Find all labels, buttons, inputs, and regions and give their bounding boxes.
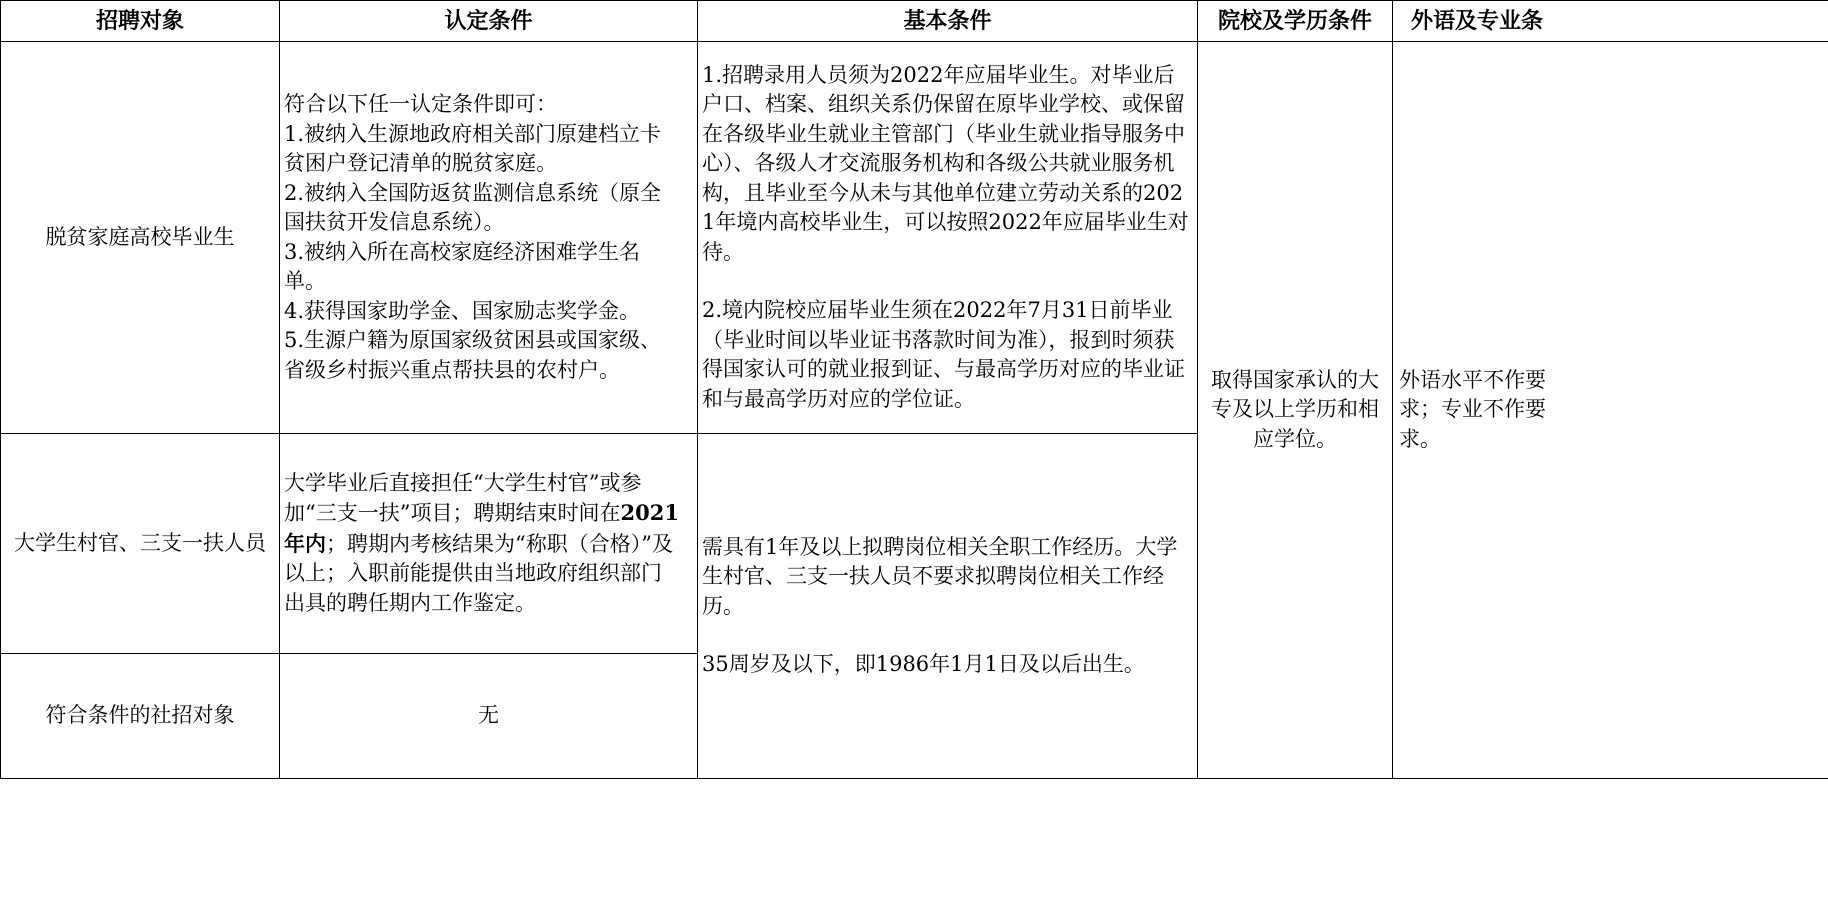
row1-criteria <box>280 42 698 434</box>
header-basic-conditions: 基本条件 <box>698 1 1198 42</box>
header-row <box>1 1 1828 42</box>
language-major-requirement <box>1393 42 1828 779</box>
header-education: 院校及学历条件 <box>1198 1 1393 42</box>
row2-basic-paragraph-2: 35周岁及以下，即1986年1月1日及以后出生。 <box>702 652 1145 676</box>
row1-criteria-line: 符合以下任一认定条件即可： <box>284 92 557 116</box>
paragraph-gap <box>702 621 1189 650</box>
row1-criteria-line: 2.被纳入全国防返贫监测信息系统（原全国扶贫开发信息系统）。 <box>284 180 662 234</box>
header-criteria: 认定条件 <box>280 1 698 42</box>
row2-criteria-text-after: ；聘期内考核结果为“称职（合格）”及以上；入职前能提供由当地政府组织部门出具的聘任期内工作鉴定。 <box>284 531 673 615</box>
row2-criteria <box>280 434 698 654</box>
row1-criteria-line: 3.被纳入所在高校家庭经济困难学生名单。 <box>284 239 641 293</box>
row2-criteria-text-before: 大学毕业后直接担任“大学生村官”或参加“三支一扶”项目；聘期结束时间在 <box>284 470 642 526</box>
row1-basic-conditions <box>698 42 1198 434</box>
education-requirement: 取得国家承认的大专及以上学历和相应学位。 <box>1198 42 1393 779</box>
row1-criteria-line: 5.生源户籍为原国家级贫困县或国家级、省级乡村振兴重点帮扶县的农村户。 <box>284 328 662 382</box>
table-row <box>1 42 1828 434</box>
row1-target: 脱贫家庭高校毕业生 <box>1 42 280 434</box>
row2-criteria-emphasis: 2021年内 <box>284 500 679 556</box>
row3-criteria: 无 <box>280 654 698 779</box>
language-major-text: 外语水平不作要求；专业不作要求。 <box>1399 367 1546 451</box>
row2-basic-paragraph-1: 需具有1年及以上拟聘岗位相关全职工作经历。大学生村官、三支一扶人员不要求拟聘岗位相关工作经历。 <box>702 534 1178 618</box>
row1-criteria-line: 1.被纳入生源地政府相关部门原建档立卡贫困户登记清单的脱贫家庭。 <box>284 121 662 175</box>
row2-target: 大学生村官、三支一扶人员 <box>1 434 280 654</box>
row1-criteria-line: 4.获得国家助学金、国家励志奖学金。 <box>284 298 641 323</box>
header-target: 招聘对象 <box>1 1 280 42</box>
row1-basic-paragraph-2: 2.境内院校应届毕业生须在2022年7月31日前毕业（毕业时间以毕业证书落款时间为准），报到时须获得国家认可的就业报到证、与最高学历对应的毕业证和与最高学历对应的学位证。 <box>702 298 1185 411</box>
row1-basic-paragraph-1: 1.招聘录用人员须为2022年应届毕业生。对毕业后户口、档案、组织关系仍保留在原毕业学校、或保留在各级毕业生就业主管部门（毕业生就业指导服务中心）、各级人才交流服务机构和各级公共就业服务机构，且毕业至今从未与其他单位建立劳动关系的2021年境内高校毕业生，可以按照2022年应届毕业生对待。 <box>702 62 1189 264</box>
paragraph-gap <box>702 267 1189 296</box>
row3-target: 符合条件的社招对象 <box>1 654 280 779</box>
header-language-major: 外语及专业条 <box>1393 1 1828 42</box>
row2-basic-conditions <box>698 434 1198 779</box>
